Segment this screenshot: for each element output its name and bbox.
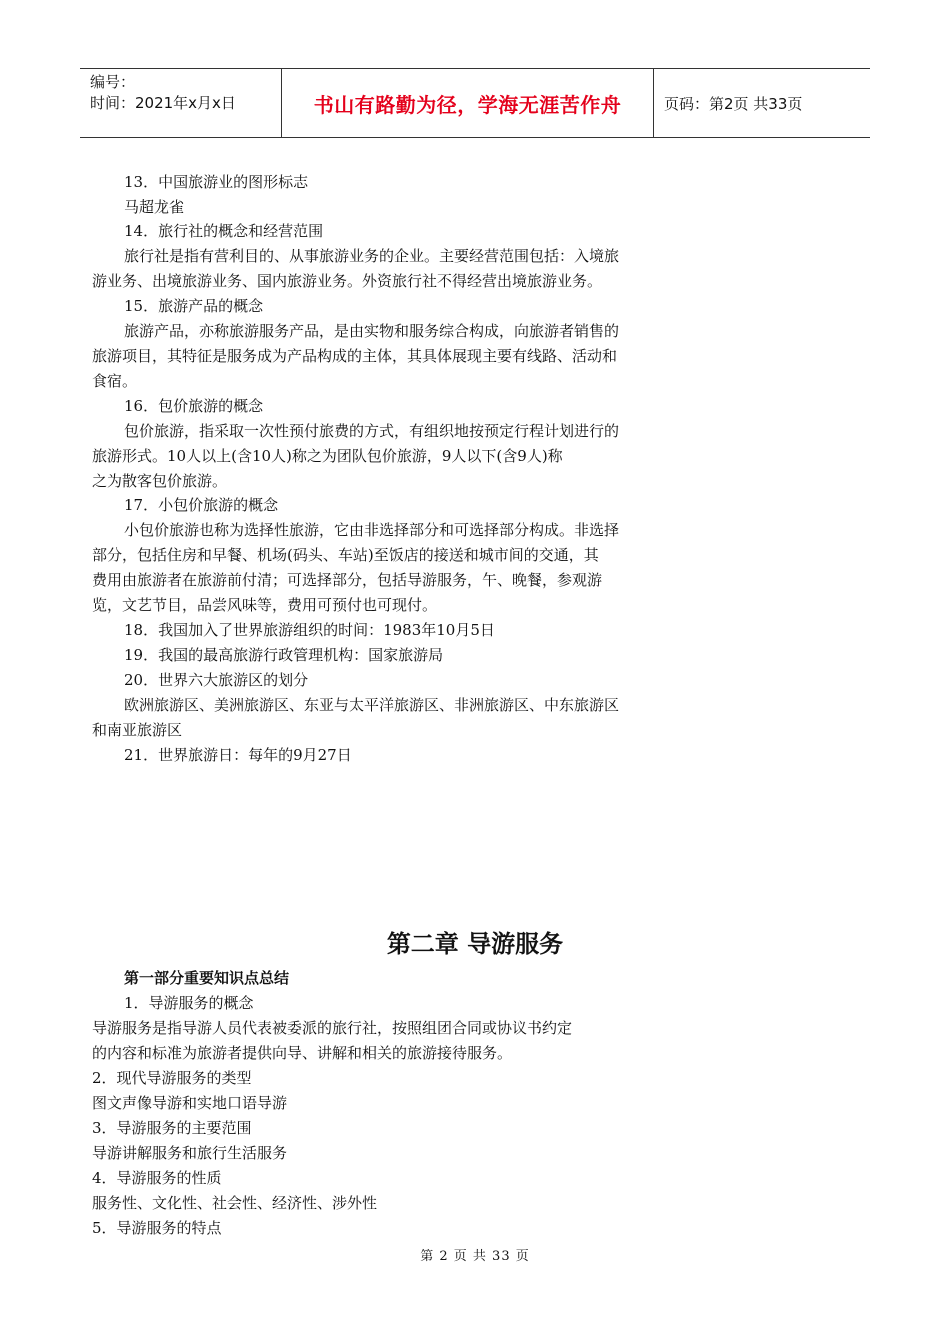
paragraph-line: 小包价旅游也称为选择性旅游，它由非选择部分和可选择部分构成。非选择: [124, 521, 620, 539]
heading-21: 21．世界旅游日：每年的9月27日: [124, 746, 352, 764]
heading-18: 18．我国加入了世界旅游组织的时间：1983年10月5日: [124, 621, 495, 639]
paragraph-line: 的内容和标准为旅游者提供向导、讲解和相关的旅游接待服务。: [92, 1044, 513, 1062]
paragraph-line: 欧洲旅游区、美洲旅游区、东亚与太平洋旅游区、非洲旅游区、中东旅游区: [124, 696, 620, 714]
heading-4: 4．导游服务的性质: [92, 1169, 222, 1187]
heading-13: 13．中国旅游业的图形标志: [124, 173, 309, 191]
paragraph-line: 食宿。: [92, 372, 138, 390]
chapter-title: 第二章 导游服务: [386, 930, 564, 958]
header-page-info: 页码：第2页 共33页: [664, 94, 803, 113]
part-title: 第一部分重要知识点总结: [124, 969, 290, 987]
heading-3: 3．导游服务的主要范围: [92, 1119, 252, 1137]
heading-16: 16．包价旅游的概念: [124, 397, 264, 415]
heading-2: 2．现代导游服务的类型: [92, 1069, 252, 1087]
page-header: [80, 68, 870, 138]
header-motto: 书山有路勤为径，学海无涯苦作舟: [282, 69, 654, 137]
header-meta: [80, 69, 282, 137]
heading-20: 20．世界六大旅游区的划分: [124, 671, 309, 689]
paragraph-line: 览，文艺节目，品尝风味等，费用可预付也可现付。: [92, 596, 438, 614]
paragraph-line: 部分，包括住房和早餐、机场(码头、车站)至饭店的接送和城市间的交通，其: [92, 546, 599, 564]
heading-19: 19．我国的最高旅游行政管理机构：国家旅游局: [124, 646, 444, 664]
heading-14: 14．旅行社的概念和经营范围: [124, 222, 324, 240]
paragraph-line: 马超龙雀: [124, 198, 185, 216]
paragraph-line: 导游服务是指导游人员代表被委派的旅行社，按照组团合同或协议书约定: [92, 1019, 573, 1037]
paragraph-line: 包价旅游，指采取一次性预付旅费的方式，有组织地按预定行程计划进行的: [124, 422, 620, 440]
heading-17: 17．小包价旅游的概念: [124, 496, 279, 514]
paragraph-line: 图文声像导游和实地口语导游: [92, 1094, 288, 1112]
paragraph-line: 服务性、文化性、社会性、经济性、涉外性: [92, 1194, 378, 1212]
paragraph-line: 旅行社是指有营利目的、从事旅游业务的企业。主要经营范围包括：入境旅: [124, 247, 620, 265]
heading-5: 5．导游服务的特点: [92, 1219, 222, 1237]
paragraph-line: 导游讲解服务和旅行生活服务: [92, 1144, 288, 1162]
heading-15: 15．旅游产品的概念: [124, 297, 264, 315]
page-footer: 第 2 页 共 33 页: [420, 1249, 530, 1264]
paragraph-line: 旅游项目，其特征是服务成为产品构成的主体，其具体展现主要有线路、活动和: [92, 347, 618, 365]
heading-1: 1．导游服务的概念: [124, 994, 254, 1012]
paragraph-line: 旅游形式。10人以上(含10人)称之为团队包价旅游，9人以下(含9人)称: [92, 447, 563, 465]
paragraph-line: 费用由旅游者在旅游前付清；可选择部分，包括导游服务，午、晚餐，参观游: [92, 571, 603, 589]
time-label: 时间：2021年x月x日: [90, 94, 236, 112]
paragraph-line: 之为散客包价旅游。: [92, 472, 228, 490]
number-label: 编号：: [90, 73, 136, 91]
paragraph-line: 旅游产品，亦称旅游服务产品，是由实物和服务综合构成，向旅游者销售的: [124, 322, 620, 340]
paragraph-line: 和南亚旅游区: [92, 721, 183, 739]
paragraph-line: 游业务、出境旅游业务、国内旅游业务。外资旅行社不得经营出境旅游业务。: [92, 272, 603, 290]
